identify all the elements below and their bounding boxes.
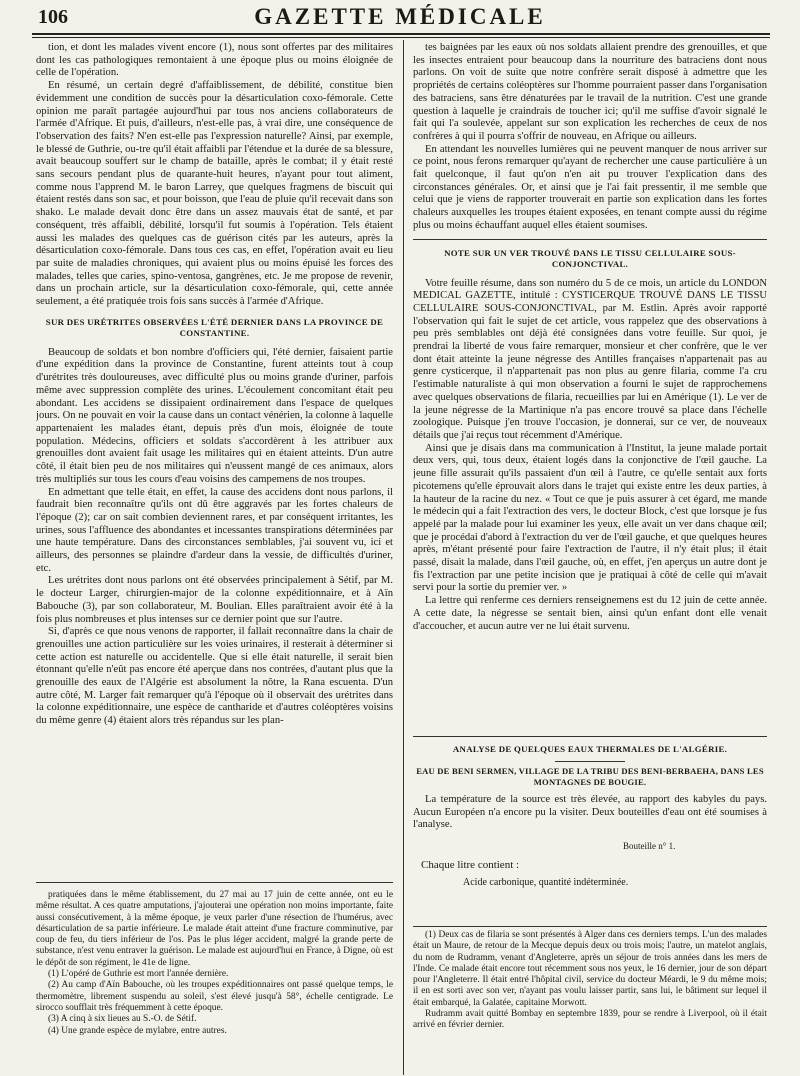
left-column — [36, 42, 393, 877]
section-rule — [413, 239, 767, 240]
footnote-rule-right — [413, 926, 767, 927]
bottle-label: Bouteille n° 1. — [623, 841, 676, 852]
paragraph: Les urétrites dont nous parlons ont été observées principalement à Sétif, par M. le docteur Larger, chirurgien-major de la colonne expéditionnaire, et à Aïn Babouche (3), par son collaborateur, M. Boulian. Elles paraîtraient avoir été à la fois plus nombreuses et plus intenses sur ce dernier point que sur l'autre. — [36, 575, 393, 625]
header-rule-thin — [32, 37, 770, 38]
masthead-title: GAZETTE MÉDICALE — [254, 4, 546, 29]
footnote: pratiquées dans le même établissement, du 27 mai au 17 juin de cette année, ont eu le même résultat. A ces quatre amputations, j'ajouterai une opération non moins importante, faite aussi consécutivement, à la même époque, je veux parler d'une résection de l'humérus, avec désarticulation de sa partie inférieure. Le malade était atteint d'une fracture comminutive, par coup de feu, du tiers inférieur de l'os. Pas le plus léger accident, malgré la grande perte de substance, n'est venu entraver la guérison. Le malade est aujourd'hui en France, à Digne, où est le dépôt de son régiment, le 41e de ligne. — [36, 890, 393, 968]
analysis-section — [413, 742, 767, 889]
footnote: Rudramm avait quitté Bombay en septembre 1839, pour se rendre à Liverpool, où il était arrivé en février dernier. — [413, 1009, 767, 1031]
paragraph: Si, d'après ce que nous venons de rapporter, il fallait reconnaître dans la chair de grenouilles une action particulière sur les voies urinaires, il resterait à déterminer si cette action est naturelle ou accidentelle. Que si elle était naturelle, il serait bien étonnant qu'elle n'eût pas encore été aperçue dans nos contrées, d'autant plus que la grenouille des eaux de l'Algérie est absolument la nôtre, la Rana escuenta. D'un autre côté, M. Larger fait remarquer qu'à l'époque où il observait des urétrites dans la colonne expéditionnaire, une espèce de cantharide et d'autres coléoptères voisins du même genre (4) étaient alors très répandus sur les plan- — [36, 626, 393, 727]
paragraph: tes baignées par les eaux où nos soldats allaient prendre des grenouilles, et que les insectes entraient pour beaucoup dans la nourriture des batraciens dont nous parlons. On voit de suite que notre confrère serait disposé à admettre que les propriétés de certains coléoptères sur l'homme pourraient passer dans l'organisation des batraciens, sans être dénaturées par le travail de la nutrition. C'est une grande question à laquelle je craindrais de toucher ici; qu'il me suffise d'avoir signalé le fait qui l'a soulevée, appelant sur son explication les recherches de ceux de nos confrères à qui il pourra s'offrir de nouveau, en Afrique ou ailleurs. — [413, 42, 767, 142]
right-column — [413, 42, 767, 730]
content-label: Chaque litre contient : — [421, 859, 520, 872]
paragraph: tion, et dont les malades vivent encore (1), nous sont offertes par des militaires dont les cas pathologiques remontaient à une époque plus ou moins éloignée de celle de l'opération. — [36, 42, 393, 79]
paragraph: Votre feuille résume, dans son numéro du 5 de ce mois, un article du LONDON MEDICAL GAZETTE, intitulé : CYSTICERQUE TROUVÉ DANS LE TISSU CELLULAIRE SOUS-CONJONCTIVAL, par M. Estlin. Après avoir rapporté l'observation qui fait le sujet de cet article, vous rappelez que des observations à peu près semblables ont déjà été consignées dans votre feuille. Sur quoi, je prendrai la liberté de vous faire remarquer, monsieur et cher confrère, que le ver dont était atteinte la jeune négresse des Antilles françaises n'appartenait pas au genre cysticerque, il n'appartenait pas non plus au genre filaria, comme l'a cru l'estimable naturaliste à qui mon observation a fourni le sujet de rapprochemens avec quelques observations de filaria, recueillies par lui en Amérique (1). Le ver de la jeune négresse de la Martinique n'a pas encore trouvé sa place dans l'échelle zoologique. Puisque j'en trouve l'occasion, je donnerai, sur ce ver, de nouveaux détails que j'ai reçus tout récemment d'Amérique. — [413, 277, 767, 441]
footnote: (1) Deux cas de filaria se sont présentés à Alger dans ces derniers temps. L'un des malades était un Maure, de retour de la Mecque depuis deux ou trois mois; l'autre, un matelot anglais, du nom de Rudramm, venant d'Angleterre, après un séjour de trois années dans les mers de l'Inde. Ce malade était encore tout récemment sous nos yeux, le 16 dernier, jour de son départ pour l'Angleterre. Il était entré l'hôpital civil, service du docteur Méardi, le 9 du même mois; il en est sorti avec son ver, n'ayant pas voulu laisser partir, sans lui, le bâtiment sur lequel il était embarqué, la Galatée, capitaine Morwott. — [413, 930, 767, 1008]
left-footnotes — [36, 890, 393, 1075]
analysis-heading: ANALYSE DE QUELQUES EAUX THERMALES DE L'ALGÉRIE. — [452, 744, 728, 754]
paragraph: Ainsi que je disais dans ma communication à l'Institut, la jeune malade portait deux vers, qui, tous deux, étaient logés dans la conjonctive de l'œil gauche. La jeune fille assurait qu'ils passaient d'un œil à l'autre, ce qu'elle sentait aux forts picotemens qu'elle éprouvait alors dans le trajet qui existe entre les deux parties, à la hauteur de la racine du nez. « Tout ce que je puis assurer à cet égard, me mande le médecin qui a fait l'extraction des vers, le docteur Block, c'est que lorsque je fus appelé par la malade pour lui examiner les yeux, elle avait un ver dans chaque œil; que je procédai d'abord à l'extraction du ver de l'œil gauche, et que quelques heures après, m'étant présenté pour faire l'extraction de l'autre, il n'y était plus; il était passé, disait la malade, dans l'œil gauche, où, en effet, j'en aperçus un autre dont je fis l'extraction par une petite incision que je pratiquai à côté de celle qui m'avait servi pour la sortie du premier ver. » — [413, 442, 767, 594]
section-heading-uretrites: SUR DES URÉTRITES OBSERVÉES L'ÉTÉ DERNIER DANS LA PROVINCE DE CONSTANTINE. — [45, 316, 384, 338]
paragraph: En résumé, un certain degré d'affaiblissement, de débilité, constitue bien évidemment une condition de succès pour la désarticulation coxo-fémorale. Cette opinion me paraît partagée aujourd'hui par tous nos anciens collaborateurs de l'armée d'Afrique. Et puis, d'ailleurs, n'est-elle pas, à vrai dire, une conséquence de l'observation des faits? N'en est-elle pas l'expression naturelle? Ainsi, par exemple, le blessé de Guthrie, ou-tre qu'il était affaibli par l'étendue et la durée de sa blessure, avait beaucoup souffert sur le champ de bataille, après le combat; il y était resté sans secours pendant plus de quarante-huit heures, n'ayant pour tout aliment, comme nous l'apprend M. le baron Larrey, que quelques fragmens de biscuit qui étaient restés dans son sac, et pour boisson, que l'eau de pluie qu'il recevait dans son shako. Le malade devait donc être dans un assez mauvais état de santé, et par conséquent, très affaibli, débilité, lorsqu'il fut soumis à l'opération. Tels étaient aussi les malades des quelques cas de guérison cités par les auteurs, après la désarticulation coxo-fémorale. Dans tous ces cas, en effet, l'opération avait eu lieu par suite de maladies chroniques, qui avaient plus ou moins épuisé les forces des malades, telles que caries, spino-ventosa, gangrènes, etc. Je me propose de revenir, dans un prochain article, sur la désarticulation coxo-fémorale, qui, cette année seulement, a été pratiquée trois fois sans succès à l'armée d'Afrique. — [36, 80, 393, 308]
content-item: Acide carbonique, quantité indéterminée. — [463, 877, 629, 889]
paragraph: En admettant que telle était, en effet, la cause des accidens dont nous parlons, il faudrait bien reconnaître qu'ils ont dû être aggravés par les fortes chaleurs de l'époque (2); car on sait combien deviennent rares, et par conséquent irritantes, les urines, sous l'affluence des abondantes et incessantes transpirations déterminées par une haute température. Dans des circonstances semblables, j'ai souvent vu, ici et ailleurs, des personnes se plaindre d'ardeur dans la vessie, de difficultés d'uriner, etc. — [36, 486, 393, 574]
column-divider — [403, 40, 404, 1075]
analysis-heading-rule — [555, 761, 625, 762]
header-rule — [32, 33, 770, 35]
footnote: (3) A cinq à six lieues au S.-O. de Sétif. — [48, 1014, 197, 1025]
analysis-rule — [413, 736, 767, 737]
footnote: (2) Au camp d'Aïn Babouche, où les troupes expéditionnaires ont passé quelque temps, le thermomètre, librement suspendu au soleil, s'est élevé jusqu'à 58°, échelle centigrade. Le sirocco soufflait très fréquemment à cette époque. — [36, 980, 393, 1013]
page-number: 106 — [38, 6, 68, 28]
paragraph: Beaucoup de soldats et bon nombre d'officiers qui, l'été dernier, faisaient partie d'une expédition dans la province de Constantine, furent atteints tout à coup d'urétrites très douloureuses, avec difficulté plus ou moins grande d'uriner, parfois même avec suppression complète des urines. L'écoulement concomitant était peu abondant. Les accidens se dissipaient ordinairement dans l'espace de quelques jours. On ne pouvait en voir la cause dans un contact vénérien, la colonne à laquelle appartenaient les malades étant, depuis près d'un mois, éloignée de toute population. Médecins, officiers et soldats s'accordèrent à les attribuer aux grenouilles dont avaient fait usage les militaires qui en étaient atteints. D'un autre côté, il était bien peu de nos militaires qui n'eussent mangé de ces animaux, alors très multipliés sur tous les cours d'eau voisins des campemens de nos troupes. — [36, 346, 393, 485]
paragraph: La température de la source est très élevée, au rapport des kabyles du pays. Aucun Européen n'a encore pu la visiter. Deux bouteilles d'eau ont été soumises à l'analyse. — [413, 794, 767, 831]
footnote: (1) L'opéré de Guthrie est mort l'année dernière. — [48, 969, 229, 980]
right-footnotes — [413, 930, 767, 1075]
analysis-subheading: EAU DE BENI SERMEN, VILLAGE DE LA TRIBU DES BENI-BERBAEHA, DANS LES MONTAGNES DE BOUGIE. — [416, 766, 764, 787]
paragraph: La lettre qui renferme ces derniers renseignemens est du 12 juin de cette année. A cette date, la négresse se sentait bien, ainsi qu'un enfant dont elle venait d'accoucher, et aucun autre ver ne lui était survenu. — [413, 595, 767, 632]
paragraph: En attendant les nouvelles lumières qui ne peuvent manquer de nous arriver sur ce point, nous ferons remarquer qu'ayant de rechercher une cause particulière à un fait quelconque, il faut qu'on n'en ait pu trouver l'explication dans des circonstances générales. Or, et ainsi que je l'ai fait pressentir, il me semble que celui que je viens de rapporter trouverait en partie son explication dans les fortes chaleurs auxquelles les troupes étaient exposées, en tenant compte aussi du régime plus ou moins échauffant auquel elles étaient soumises. — [413, 143, 767, 231]
section-heading-ver: NOTE SUR UN VER TROUVÉ DANS LE TISSU CELLULAIRE SOUS-CONJONCTIVAL. — [444, 247, 736, 269]
footnote-rule-left — [36, 882, 393, 883]
footnote: (4) Une grande espèce de mylabre, entre autres. — [48, 1025, 227, 1036]
